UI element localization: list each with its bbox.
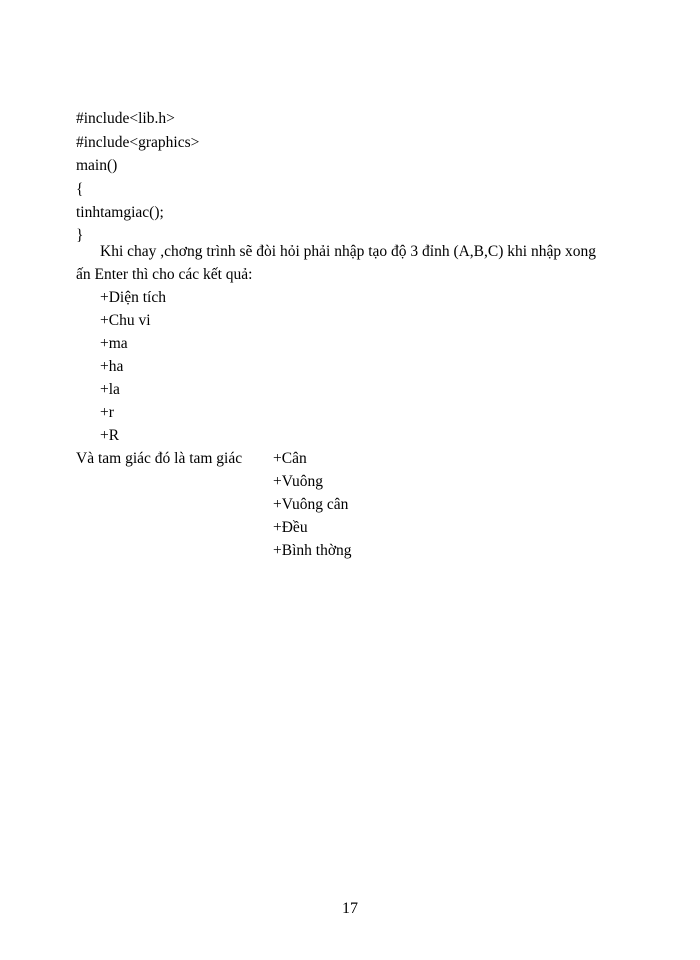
code-line: { <box>76 181 84 198</box>
code-line: #include<lib.h> <box>76 110 175 127</box>
code-line: #include<graphics> <box>76 134 200 151</box>
result-item: +R <box>100 427 120 444</box>
triangle-type-item: +Vuông cân <box>273 496 349 513</box>
result-item: +ma <box>100 335 128 352</box>
triangle-type-item: +Cân <box>273 450 307 467</box>
triangle-label: Và tam giác đó là tam giác <box>76 450 243 467</box>
triangle-type-item: +Vuông <box>273 473 324 490</box>
code-line: } <box>76 227 84 244</box>
triangle-type-item: +Bình thờng <box>273 542 352 559</box>
code-line: tinhtamgiac(); <box>76 204 164 221</box>
result-item: +ha <box>100 358 124 375</box>
result-item: +la <box>100 381 120 398</box>
result-item: +Chu vi <box>100 312 151 329</box>
code-line: main() <box>76 157 118 174</box>
result-item: +Diện tích <box>100 289 166 306</box>
result-item: +r <box>100 404 114 421</box>
page-number: 17 <box>342 900 358 917</box>
paragraph-line-1: Khi chay ,chơng trình sẽ đòi hỏi phải nhập tạo độ 3 đỉnh (A,B,C) khi nhập xong <box>100 243 596 260</box>
paragraph-line-2: ấn Enter thì cho các kết quả: <box>76 266 253 283</box>
triangle-type-item: +Đều <box>273 519 308 536</box>
